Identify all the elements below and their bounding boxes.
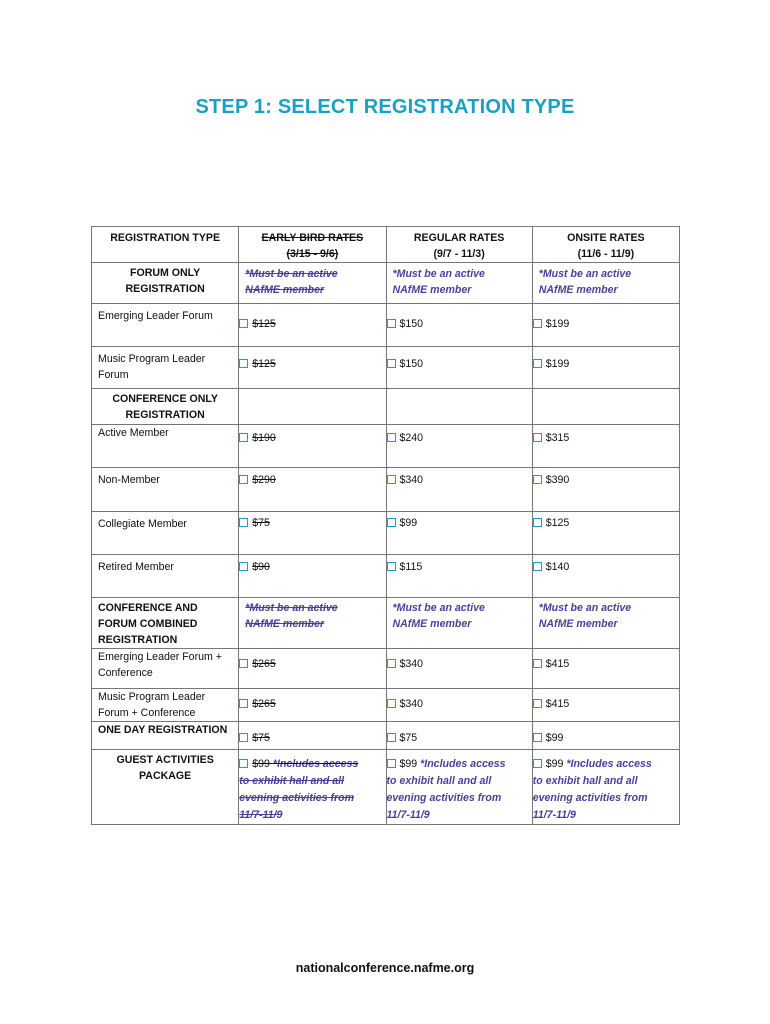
member-note-line2: NAfME member [245,284,325,296]
price: $75 [252,517,270,529]
row-label-line1: Music Program Leader [98,691,206,703]
price: $99 [545,732,564,744]
checkbox[interactable] [533,562,542,571]
label-non-member [92,468,239,512]
onsite-member-note [532,598,679,649]
combined-line3: REGISTRATION [98,634,178,646]
checkbox[interactable] [533,759,542,768]
price: $290 [252,474,276,486]
price: $115 [399,561,423,573]
checkbox[interactable] [239,562,248,571]
checkbox[interactable] [387,699,396,708]
regular-elf-conference[interactable] [386,649,532,689]
row-label-line2: Forum + Conference [98,707,196,719]
checkbox[interactable] [533,518,542,527]
price: $315 [545,432,570,444]
price: $99 [399,758,418,770]
price: $199 [545,318,570,330]
early-guest-package[interactable] [239,750,386,825]
conference-only-line2: REGISTRATION [125,409,205,421]
early-non-member[interactable] [239,468,386,512]
row-label: Non-Member [98,474,160,486]
row-elf-conference [92,649,680,689]
regular-emerging-leader[interactable] [386,304,532,347]
forum-only-line1: FORUM ONLY [130,267,201,279]
price: $390 [545,474,570,486]
member-note-line1: *Must be an active [392,602,485,614]
regular-guest-package[interactable] [386,750,532,825]
early-retired[interactable] [239,555,386,598]
checkbox[interactable] [239,699,248,708]
header-registration-type [92,227,239,263]
forum-only-line2: REGISTRATION [125,283,205,295]
header-type-text: REGISTRATION TYPE [110,232,221,244]
header-regular [386,227,532,263]
onsite-active-member[interactable] [532,425,679,468]
row-label-line1: Music Program Leader [98,353,206,365]
early-dates: (3/15 - 9/6) [286,248,339,260]
page-title: STEP 1: SELECT REGISTRATION TYPE [195,96,575,118]
regular-retired[interactable] [386,555,532,598]
checkbox[interactable] [239,433,248,442]
onsite-music-program[interactable] [532,347,679,389]
combined-line2: FORUM COMBINED [98,618,198,630]
checkbox[interactable] [239,518,248,527]
price: $75 [252,732,270,744]
empty-cell [239,389,386,425]
guest-note-line4: 11/7-11/9 [386,809,430,821]
label-one-day [92,722,239,750]
onsite-dates: (11/6 - 11/9) [577,248,635,260]
row-label: Retired Member [98,561,174,573]
early-elf-conference[interactable] [239,649,386,689]
guest-early-line1 [239,756,385,773]
label-collegiate [92,512,239,555]
checkbox[interactable] [387,759,396,768]
checkbox[interactable] [387,475,396,484]
checkbox[interactable] [387,562,396,571]
combined-line1: CONFERENCE AND [98,602,198,614]
label-retired [92,555,239,598]
price: $99 [252,758,270,770]
member-note-line2: NAfME member [392,284,472,296]
empty-cell [532,389,679,425]
onsite-one-day[interactable] [532,722,679,750]
footer-url: nationalconference.nafme.org [295,961,475,975]
row-non-member [92,468,680,512]
onsite-guest-package[interactable] [532,750,679,825]
checkbox[interactable] [239,359,248,368]
guest-note-line4: 11/7-11/9 [239,809,283,821]
row-label-line2: Forum [98,369,129,381]
label-music-program [92,347,239,389]
row-collegiate [92,512,680,555]
early-member-note [239,263,386,304]
member-note-line1: *Must be an active [538,268,632,280]
checkbox[interactable] [239,733,248,742]
member-note-line1: *Must be an active [245,602,338,614]
checkbox[interactable] [533,319,542,328]
price: $190 [252,432,276,444]
guest-label-line1: GUEST ACTIVITIES [116,754,214,766]
price: $340 [399,698,424,710]
conference-only-row [92,389,680,425]
guest-note-line2: to exhibit hall and all [239,775,345,787]
checkbox[interactable] [387,359,396,368]
conference-only-line1: CONFERENCE ONLY [112,393,218,405]
header-early-bird [239,227,386,263]
early-mpl-conference[interactable] [239,689,386,722]
regular-title: REGULAR RATES [413,232,505,244]
regular-member-note [386,263,532,304]
label-emerging-leader [92,304,239,347]
onsite-collegiate[interactable] [532,512,679,555]
early-member-note [239,598,386,649]
row-emerging-leader [92,304,680,347]
price: $265 [252,698,276,710]
price: $140 [545,561,570,573]
member-note-line1: *Must be an active [538,602,632,614]
onsite-title: ONSITE RATES [567,232,645,244]
forum-only-row [92,263,680,304]
checkbox[interactable] [239,475,248,484]
regular-collegiate[interactable] [386,512,532,555]
checkbox[interactable] [387,518,396,527]
early-music-program[interactable] [239,347,386,389]
row-mpl-conference [92,689,680,722]
checkbox[interactable] [533,433,542,442]
guest-note-line3: evening activities from [532,792,648,804]
regular-active-member[interactable] [386,425,532,468]
price: $75 [399,732,418,744]
forum-only-heading [92,263,239,304]
price: $90 [252,561,270,573]
member-note-line2: NAfME member [392,618,472,630]
label-elf-conference [92,649,239,689]
price: $340 [399,658,424,670]
price: $99 [545,758,564,770]
price: $199 [545,358,570,370]
combined-heading [92,598,239,649]
checkbox[interactable] [533,475,542,484]
member-note-line2: NAfME member [245,618,325,630]
conference-only-heading [92,389,239,425]
row-label-line2: Conference [98,667,153,679]
price: $150 [399,358,424,370]
row-label: Active Member [98,427,169,439]
early-one-day[interactable] [239,722,386,750]
onsite-member-note [532,263,679,304]
guest-note-line3: evening activities from [239,792,355,804]
row-retired [92,555,680,598]
checkbox[interactable] [533,359,542,368]
early-title: EARLY BIRD RATES [261,232,364,244]
guest-note-line3: evening activities from [386,792,502,804]
row-label: ONE DAY REGISTRATION [98,724,228,736]
early-active-member[interactable] [239,425,386,468]
member-note-line1: *Must be an active [392,268,485,280]
regular-non-member[interactable] [386,468,532,512]
guest-note-line2: to exhibit hall and all [532,775,638,787]
row-guest-package [92,750,680,825]
header-row [92,227,680,263]
guest-onsite-line1 [533,756,679,773]
price: $150 [399,318,424,330]
guest-regular-line1 [387,756,532,773]
checkbox[interactable] [239,659,248,668]
checkbox[interactable] [387,733,396,742]
row-one-day [92,722,680,750]
row-label-line1: Emerging Leader Forum + [98,651,222,663]
checkbox[interactable] [533,733,542,742]
price: $125 [545,517,570,529]
price: $340 [399,474,424,486]
checkbox[interactable] [239,319,248,328]
price: $265 [252,658,276,670]
row-label: Emerging Leader Forum [98,310,213,322]
price: $415 [545,658,570,670]
regular-music-program[interactable] [386,347,532,389]
header-onsite [532,227,679,263]
label-mpl-conference [92,689,239,722]
registration-table [91,226,680,825]
regular-one-day[interactable] [386,722,532,750]
empty-cell [386,389,532,425]
regular-mpl-conference[interactable] [386,689,532,722]
row-active-member [92,425,680,468]
row-music-program [92,347,680,389]
checkbox[interactable] [533,699,542,708]
price: $125 [252,318,276,330]
price: $125 [252,358,276,370]
guest-note: *Includes access [566,758,652,770]
checkbox[interactable] [387,319,396,328]
guest-note: *Includes access [272,758,359,770]
early-collegiate[interactable] [239,512,386,555]
onsite-non-member[interactable] [532,468,679,512]
guest-note-line2: to exhibit hall and all [386,775,492,787]
label-active-member [92,425,239,468]
regular-member-note [386,598,532,649]
guest-note: *Includes access [420,758,506,770]
checkbox[interactable] [239,759,248,768]
checkbox[interactable] [387,659,396,668]
member-note-line2: NAfME member [538,618,618,630]
member-note-line1: *Must be an active [245,268,338,280]
guest-label-line2: PACKAGE [139,770,192,782]
onsite-retired[interactable] [532,555,679,598]
combined-row [92,598,680,649]
checkbox[interactable] [533,659,542,668]
early-emerging-leader[interactable] [239,304,386,347]
onsite-elf-conference[interactable] [532,649,679,689]
member-note-line2: NAfME member [538,284,618,296]
price: $99 [399,517,418,529]
regular-dates: (9/7 - 11/3) [433,248,485,260]
price: $240 [399,432,424,444]
checkbox[interactable] [387,433,396,442]
price: $415 [545,698,570,710]
onsite-mpl-conference[interactable] [532,689,679,722]
row-label: Collegiate Member [98,518,187,530]
label-guest-package [92,750,239,825]
guest-note-line4: 11/7-11/9 [532,809,576,821]
onsite-emerging-leader[interactable] [532,304,679,347]
